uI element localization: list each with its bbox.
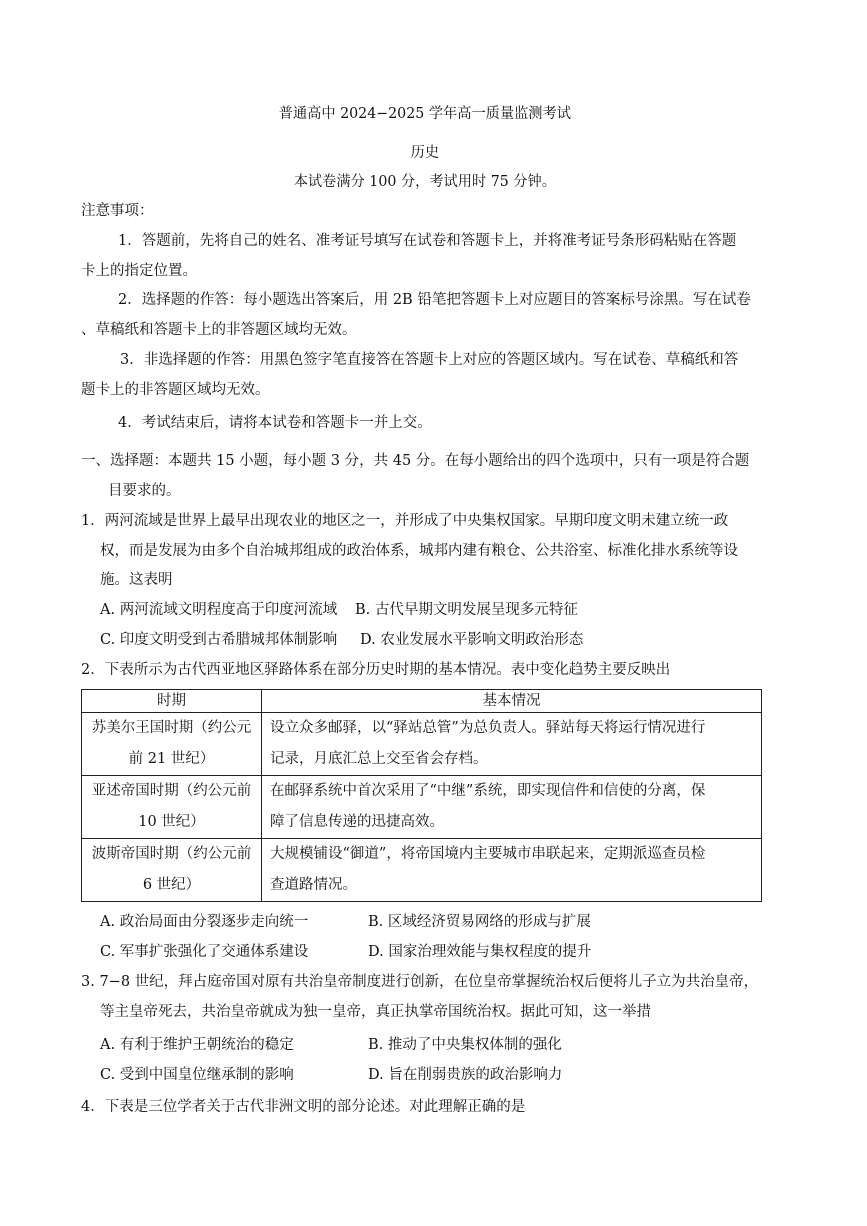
q2-option-a: A. 政治局面由分裂逐步走向统一 — [100, 914, 309, 930]
q3-option-a: A. 有利于维护王朝统治的稳定 — [100, 1037, 294, 1053]
note-2-line-1: 2．选择题的作答：每小题选出答案后，用 2B 铅笔把答题卡上对应题目的答案标号涂黑。写在试卷 — [118, 292, 751, 308]
table-cell-desc — [262, 713, 762, 776]
q3-stem-line-2: 等主皇帝死去，共治皇帝就成为独一皇帝，真正执掌帝国统治权。据此可知，这一举措 — [100, 1004, 651, 1020]
desc-line: 设立众多邮驿，以“驿站总管”为总负责人。驿站每天将运行情况进行 — [270, 720, 706, 736]
desc-line: 大规模铺设“御道”，将帝国境内主要城市串联起来，定期派巡查员检 — [270, 846, 706, 862]
q3-option-d: D. 旨在削弱贵族的政治影响力 — [368, 1067, 563, 1083]
exam-title: 普通高中 2024−2025 学年高一质量监测考试 — [278, 106, 571, 122]
note-3-line-1: 3．非选择题的作答：用黑色签字笔直接答在答题卡上对应的答题区域内。写在试卷、草稿纸和答 — [120, 352, 739, 368]
table-row — [82, 839, 762, 902]
q2-stem: 2．下表所示为古代西亚地区驿路体系在部分历史时期的基本情况。表中变化趋势主要反映出 — [81, 662, 671, 678]
q4-stem: 4．下表是三位学者关于古代非洲文明的部分论述。对此理解正确的是 — [81, 1099, 526, 1115]
table-cell-period — [82, 713, 262, 776]
table-header-row — [82, 690, 762, 713]
desc-line: 障了信息传递的迅捷高效。 — [270, 814, 444, 830]
desc-line: 记录，月底汇总上交至省会存档。 — [270, 751, 488, 767]
table-row — [82, 713, 762, 776]
table-row — [82, 776, 762, 839]
q2-option-c: C. 军事扩张强化了交通体系建设 — [100, 944, 309, 960]
q1-option-b: B. 古代早期文明发展呈现多元特征 — [355, 602, 578, 618]
note-2-line-2: 、草稿纸和答题卡上的非答题区域均无效。 — [81, 322, 357, 338]
q1-option-d: D. 农业发展水平影响文明政治形态 — [360, 632, 584, 648]
table-header-period: 时期 — [82, 690, 262, 713]
q1-stem-line-2: 权，而是发展为由多个自治城邦组成的政治体系，城邦内建有粮仓、公共浴室、标准化排水系统等设 — [100, 543, 738, 559]
notes-heading: 注意事项： — [81, 203, 154, 219]
q1-option-c: C. 印度文明受到古希腊城邦体制影响 — [100, 632, 338, 648]
q3-option-b: B. 推动了中央集权体制的强化 — [368, 1037, 562, 1053]
period-line: 10 世纪） — [138, 814, 205, 830]
table-cell-period — [82, 839, 262, 902]
section-1-line-1: 一、选择题：本题共 15 小题，每小题 3 分，共 45 分。在每小题给出的四个选项中，只有一项是符合题 — [81, 453, 750, 469]
note-4: 4．考试结束后，请将本试卷和答题卡一并上交。 — [118, 415, 432, 431]
note-1-line-2: 卡上的指定位置。 — [81, 263, 197, 279]
table-cell-period — [82, 776, 262, 839]
note-1-line-1: 1．答题前，先将自己的姓名、准考证号填写在试卷和答题卡上，并将准考证号条形码粘贴在答题 — [118, 233, 737, 249]
q2-option-d: D. 国家治理效能与集权程度的提升 — [368, 944, 592, 960]
desc-line: 查道路情况。 — [270, 877, 357, 893]
period-line: 亚述帝国时期（约公元前 — [91, 783, 252, 799]
period-line: 波斯帝国时期（约公元前 — [91, 846, 252, 862]
q1-stem-line-1: 1．两河流域是世界上最早出现农业的地区之一，并形成了中央集权国家。早期印度文明未建立统一政 — [81, 513, 729, 529]
q1-option-a: A. 两河流域文明程度高于印度河流域 — [100, 602, 338, 618]
desc-line: 在邮驿系统中首次采用了“中继”系统，即实现信件和信使的分离，保 — [270, 783, 706, 799]
q3-stem-line-1: 3. 7−8 世纪，拜占庭帝国对原有共治皇帝制度进行创新，在位皇帝掌握统治权后便将儿子立为共治皇帝， — [81, 974, 759, 990]
q2-table — [81, 689, 762, 902]
section-1-line-2: 目要求的。 — [108, 483, 181, 499]
period-line: 前 21 世纪） — [128, 751, 215, 767]
table-cell-desc — [262, 776, 762, 839]
note-3-line-2: 题卡上的非答题区域均无效。 — [81, 382, 270, 398]
q1-stem-line-3: 施。这表明 — [100, 572, 173, 588]
table-cell-desc — [262, 839, 762, 902]
table-header-situation: 基本情况 — [262, 690, 762, 713]
exam-info: 本试卷满分 100 分，考试用时 75 分钟。 — [293, 174, 556, 190]
subject-title: 历史 — [410, 145, 440, 161]
period-line: 6 世纪） — [142, 877, 201, 893]
q2-option-b: B. 区域经济贸易网络的形成与扩展 — [368, 914, 591, 930]
period-line: 苏美尔王国时期（约公元 — [91, 720, 252, 736]
q3-option-c: C. 受到中国皇位继承制的影响 — [100, 1067, 294, 1083]
